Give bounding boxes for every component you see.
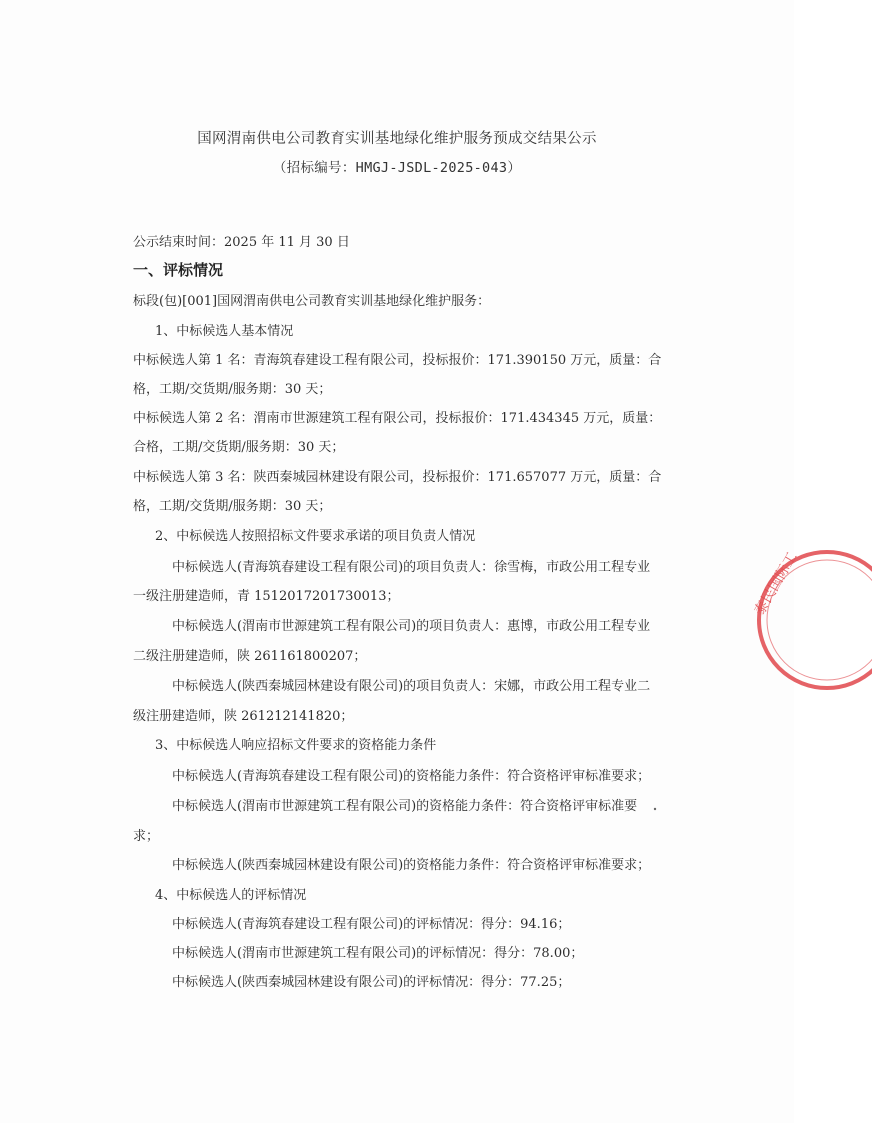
candidate-2-line-1: 中标候选人第 2 名：渭南市世源建筑工程有限公司，投标报价：171.434345 万元，质量： (133, 411, 662, 426)
manager-1-line-2: 一级注册建造师，青 1512017201730013； (133, 589, 400, 604)
announcement-end-time: 公示结束时间：2025 年 11 月 30 日 (133, 235, 350, 250)
document-title: 国网渭南供电公司教育实训基地绿化维护服务预成交结果公示 (197, 131, 597, 147)
candidate-1-line-2: 格，工期/交货期/服务期：30 天； (133, 382, 332, 397)
subheading-evaluation-scores: 4、中标候选人的评标情况 (155, 888, 307, 903)
score-1: 中标候选人(青海筑春建设工程有限公司)的评标情况：得分：94.16； (172, 917, 571, 932)
section-heading-bid-evaluation: 一、评标情况 (133, 261, 224, 279)
candidate-1-line-1: 中标候选人第 1 名：青海筑春建设工程有限公司，投标报价：171.390150 万元，质量：合 (133, 353, 662, 368)
score-2: 中标候选人(渭南市世源建筑工程有限公司)的评标情况：得分：78.00； (172, 946, 584, 961)
lot-line: 标段(包)[001]国网渭南供电公司教育实训基地绿化维护服务： (133, 294, 491, 309)
manager-3-line-1: 中标候选人(陕西秦城园林建设有限公司)的项目负责人：宋娜，市政公用工程专业二 (172, 679, 651, 694)
candidate-3-line-1: 中标候选人第 3 名：陕西秦城园林建设有限公司，投标报价：171.657077 万元，质量：合 (133, 470, 662, 485)
company-seal-stamp (752, 545, 872, 695)
seal-text: 泰民国际工 (751, 549, 801, 619)
manager-1-line-1: 中标候选人(青海筑春建设工程有限公司)的项目负责人：徐雪梅，市政公用工程专业 (172, 560, 651, 575)
subheading-candidate-basics: 1、中标候选人基本情况 (155, 324, 294, 339)
qualification-2-line-1: 中标候选人(渭南市世源建筑工程有限公司)的资格能力条件：符合资格评审标准要 (172, 799, 638, 814)
score-3: 中标候选人(陕西秦城园林建设有限公司)的评标情况：得分：77.25； (172, 975, 571, 990)
manager-3-line-2: 级注册建造师，陕 261212141820； (133, 709, 354, 724)
qualification-3: 中标候选人(陕西秦城园林建设有限公司)的资格能力条件：符合资格评审标准要求； (172, 858, 651, 873)
manager-2-line-1: 中标候选人(渭南市世源建筑工程有限公司)的项目负责人：惠博，市政公用工程专业 (172, 619, 651, 634)
scan-speck (652, 806, 658, 812)
candidate-3-line-2: 格，工期/交货期/服务期：30 天； (133, 499, 332, 514)
qualification-1: 中标候选人(青海筑春建设工程有限公司)的资格能力条件：符合资格评审标准要求； (172, 769, 651, 784)
manager-2-line-2: 二级注册建造师，陕 261161800207； (133, 649, 367, 664)
tender-number: （招标编号：HMGJ-JSDL-2025-043） (272, 160, 522, 176)
qualification-2-line-2: 求； (133, 829, 160, 844)
subheading-qualifications: 3、中标候选人响应招标文件要求的资格能力条件 (155, 738, 437, 753)
subheading-project-managers: 2、中标候选人按照招标文件要求承诺的项目负责人情况 (155, 529, 476, 544)
candidate-2-line-2: 合格，工期/交货期/服务期：30 天； (133, 440, 345, 455)
